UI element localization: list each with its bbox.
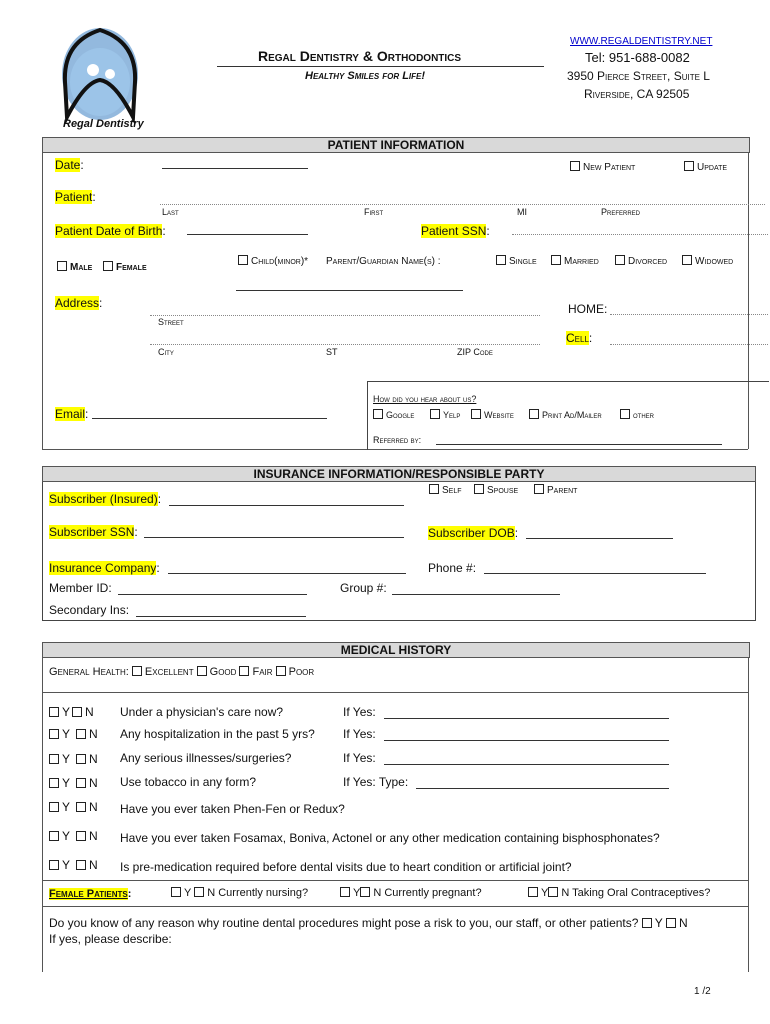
patient-label: Patient: xyxy=(55,190,96,204)
group-label: Group #: xyxy=(340,581,387,595)
hear-about-question: How did you hear about us? xyxy=(373,394,477,404)
yelp-checkbox[interactable]: Yelp xyxy=(430,409,460,420)
question-hospitalization: Any hospitalization in the past 5 yrs? xyxy=(120,727,315,741)
last-name-label: Last xyxy=(162,207,179,217)
address-line1: 3950 Pierce Street, Suite L xyxy=(567,69,710,83)
new-patient-checkbox[interactable]: New Patient xyxy=(570,161,635,173)
pregnant-question[interactable]: Y N Currently pregnant? xyxy=(340,887,482,899)
if-yes-label: If Yes: xyxy=(343,727,376,741)
subscriber-dob-label: Subscriber DOB: xyxy=(428,526,519,540)
single-checkbox[interactable]: Single xyxy=(496,255,537,267)
divorced-checkbox[interactable]: Divorced xyxy=(615,255,667,267)
married-checkbox[interactable]: Married xyxy=(551,255,599,267)
logo-text: Regal Dentistry xyxy=(63,118,144,130)
website-link[interactable]: WWW.REGALDENTISTRY.NET xyxy=(570,36,713,47)
address-line2: Riverside, CA 92505 xyxy=(584,87,690,101)
subscriber-ssn-label: Subscriber SSN: xyxy=(49,525,138,539)
male-checkbox[interactable]: Male xyxy=(57,261,92,273)
referred-by-label: Referred by: xyxy=(373,435,422,445)
dob-label: Patient Date of Birth: xyxy=(55,224,166,238)
question-illnesses: Any serious illnesses/surgeries? xyxy=(120,751,292,765)
mi-label: MI xyxy=(517,207,527,217)
child-checkbox[interactable]: Child(minor)* xyxy=(238,255,308,267)
female-patients-label: Female Patients: xyxy=(49,888,132,900)
ssn-label: Patient SSN: xyxy=(421,224,490,238)
patient-info-heading: PATIENT INFORMATION xyxy=(42,137,750,153)
phone-number: Tel: 951-688-0082 xyxy=(585,50,690,65)
first-name-label: First xyxy=(364,207,384,217)
preferred-label: Preferred xyxy=(601,207,641,217)
good-checkbox[interactable]: Good xyxy=(197,666,237,678)
question-premedication: Is pre-medication required before dental visits due to heart condition or artificial joint? xyxy=(120,860,572,874)
email-label: Email: xyxy=(55,407,89,421)
yn-checkbox-q1[interactable]: Y N xyxy=(49,705,94,719)
yn-checkbox-q2[interactable]: Y N xyxy=(49,727,98,741)
nursing-question[interactable]: Y N Currently nursing? xyxy=(171,887,308,899)
state-label: ST xyxy=(326,347,338,357)
cell-label: Cell: xyxy=(566,331,593,345)
print-checkbox[interactable]: Print Ad/Mailer xyxy=(529,409,602,420)
fair-checkbox[interactable]: Fair xyxy=(239,666,272,678)
poor-checkbox[interactable]: Poor xyxy=(276,666,315,678)
other-checkbox[interactable]: other xyxy=(620,409,654,420)
yn-checkbox-q4[interactable]: Y N xyxy=(49,776,98,790)
guardian-label: Parent/Guardian Name(s) : xyxy=(326,256,441,267)
secondary-ins-label: Secondary Ins: xyxy=(49,603,130,617)
question-tobacco: Use tobacco in any form? xyxy=(120,775,257,789)
question-physician-care: Under a physician's care now? xyxy=(120,705,284,719)
insurance-heading: INSURANCE INFORMATION/RESPONSIBLE PARTY xyxy=(42,466,756,482)
describe-label: If yes, please describe: xyxy=(49,932,172,946)
address-label: Address: xyxy=(55,296,103,310)
google-checkbox[interactable]: Google xyxy=(373,409,414,420)
home-phone-label: HOME: xyxy=(568,302,608,316)
insurance-company-label: Insurance Company: xyxy=(49,561,160,575)
if-yes-label: If Yes: xyxy=(343,751,376,765)
yn-checkbox-q3[interactable]: Y N xyxy=(49,752,98,766)
contraceptives-question[interactable]: Y N Taking Oral Contraceptives? xyxy=(528,887,710,899)
page-number: 1 /2 xyxy=(694,986,711,997)
update-checkbox[interactable]: Update xyxy=(684,161,727,173)
if-yes-type-label: If Yes: Type: xyxy=(343,775,409,789)
medical-history-heading: MEDICAL HISTORY xyxy=(42,642,750,658)
insurance-box xyxy=(42,466,756,621)
phone-label: Phone #: xyxy=(428,561,477,575)
widowed-checkbox[interactable]: Widowed xyxy=(682,255,733,267)
zip-label: ZIP Code xyxy=(457,347,493,357)
question-bisphosphonates: Have you ever taken Fosamax, Boniva, Actonel or any other medication containing bisphosphonates? xyxy=(120,831,660,845)
parent-checkbox[interactable]: Parent xyxy=(534,484,577,496)
self-checkbox[interactable]: Self xyxy=(429,484,462,496)
risk-question: Do you know of any reason why routine dental procedures might pose a risk to you, our staff, or other patients? Y N xyxy=(49,916,688,930)
yn-checkbox-q7[interactable]: Y N xyxy=(49,858,98,872)
member-id-label: Member ID: xyxy=(49,581,112,595)
spouse-checkbox[interactable]: Spouse xyxy=(474,484,518,496)
city-label: City xyxy=(158,347,174,357)
tagline: Healthy Smiles for Life! xyxy=(305,70,426,82)
yn-checkbox-q6[interactable]: Y N xyxy=(49,829,98,843)
website-checkbox[interactable]: Website xyxy=(471,409,514,420)
excellent-checkbox[interactable]: Excellent xyxy=(132,666,194,678)
yn-checkbox-q5[interactable]: Y N xyxy=(49,800,98,814)
practice-title: Regal Dentistry & Orthodontics xyxy=(258,48,462,64)
subscriber-label: Subscriber (Insured): xyxy=(49,492,162,506)
if-yes-label: If Yes: xyxy=(343,705,376,719)
general-health-row: General Health: Excellent Good Fair Poor xyxy=(49,666,315,678)
question-phen-fen: Have you ever taken Phen-Fen or Redux? xyxy=(120,802,345,816)
date-label: Date: xyxy=(55,158,84,172)
street-label: Street xyxy=(158,317,184,327)
female-checkbox[interactable]: Female xyxy=(103,261,147,273)
